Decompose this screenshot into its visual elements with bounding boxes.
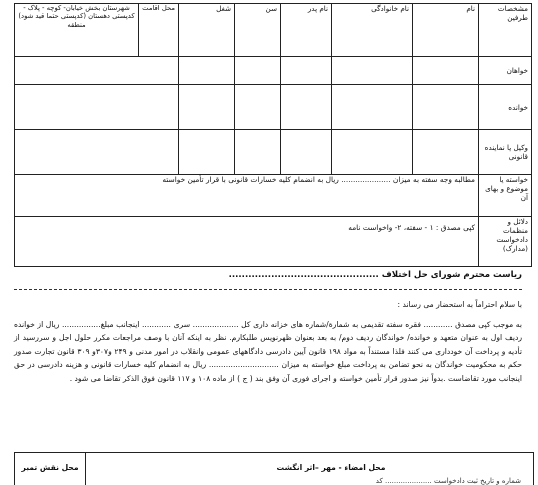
- defendant-job-cell[interactable]: [179, 85, 235, 130]
- defendant-age-cell[interactable]: [235, 85, 281, 130]
- defendant-label: خوانده: [479, 85, 532, 130]
- defendant-father-cell[interactable]: [281, 85, 332, 130]
- claim-text[interactable]: مطالبه وجه سفته به میزان ..................... ریال به انضمام کلیه خسارات قانونی با قرار تأمین خواسته: [15, 175, 479, 217]
- plaintiff-family-cell[interactable]: [332, 57, 413, 85]
- attorney-name-cell[interactable]: [413, 130, 479, 175]
- claim-row: [15, 175, 532, 217]
- attorney-row: [15, 130, 532, 175]
- name-header: نام: [413, 4, 479, 57]
- attorney-family-cell[interactable]: [332, 130, 413, 175]
- plaintiff-row: [15, 57, 532, 85]
- address-title-header: محل اقامت: [139, 4, 179, 57]
- plaintiff-job-cell[interactable]: [179, 57, 235, 85]
- letter-greeting: با سلام احتراماً به استحضار می رساند :: [397, 300, 522, 309]
- family-header: نام خانوادگی: [332, 4, 413, 57]
- attorney-age-cell[interactable]: [235, 130, 281, 175]
- stamp-box: [15, 453, 86, 485]
- plaintiff-name-cell[interactable]: [413, 57, 479, 85]
- plaintiff-address-cell[interactable]: [15, 57, 179, 85]
- defendant-family-cell[interactable]: [332, 85, 413, 130]
- plaintiff-label: خواهان: [479, 57, 532, 85]
- parties-table: [14, 3, 532, 267]
- evidence-row: [15, 217, 532, 267]
- plaintiff-age-cell[interactable]: [235, 57, 281, 85]
- job-header: شغل: [179, 4, 235, 57]
- age-header: سن: [235, 4, 281, 57]
- attorney-address-cell[interactable]: [15, 130, 179, 175]
- spec-header: مشخصات طرفین: [479, 4, 532, 57]
- attorney-father-cell[interactable]: [281, 130, 332, 175]
- attorney-job-cell[interactable]: [179, 130, 235, 175]
- defendant-address-cell[interactable]: [15, 85, 179, 130]
- attorney-label: وکیل یا نماینده قانونی: [479, 130, 532, 175]
- signature-area: [14, 452, 534, 485]
- header-row: [15, 4, 532, 57]
- defendant-row: [15, 85, 532, 130]
- signature-label: محل امضاء - مهر –اثر انگشت: [276, 463, 386, 472]
- claim-label: خواسته یا موضوع و بهای آن: [479, 175, 532, 217]
- letter-title: ریاست محترم شورای حل اختلاف ..............................................: [228, 270, 522, 280]
- stamp-label: محل نقش تمبر: [21, 463, 79, 472]
- father-header: نام پدر: [281, 4, 332, 57]
- evidence-text[interactable]: کپی مصدق : ۱ - سفته، ۲- واخواست نامه: [15, 217, 479, 267]
- title-divider: [14, 289, 522, 290]
- plaintiff-father-cell[interactable]: [281, 57, 332, 85]
- registration-line: شماره و تاریخ ثبت دادخواست ..................... کد: [375, 477, 521, 485]
- evidence-label: دلائل و منظمات دادخواست (مدارک): [479, 217, 532, 267]
- letter-body: به موجب کپی مصدق ............ فقره سفته تقدیمی به شمارة/شماره های خزانه داری کل ................... سری ............ اینجانب مبلغ................ ریال از خوانده ردیف اول به عنوان متعهد و خوانده/ خواندگان ردیف دوم/ به بعد بعنوان ظهرنویس طلبکارم. نظر به اینکه آنان با وصف مراجعات مکرر حلول اجل و سررسید از تأدیه و پرداخت آن خودداری می کنند فلذا مستنداً به مواد ۱۹۸ قانون آیین دادرسی دادگاههای عمومی وانقلاب در امور مدنی و ۲۴۹ و۳۰۷و ۳۰۹ قانون تجارت صدور حکم به محکومیت خواندگان به نحو تضامن به پرداخت مبلغ خواسته به میزان ............................. ریال به انضمام کلیه خسارات قانونی و هزینه دادرسی در حق اینجانب مورد تقاضاست .بدواً نیز صدور قرار تأمین خواسته و اجرای فوری آن وفق بند ( ج ) از ماده ۱۰۸ و ۱۱۷ قانون فوق الذکر تقاضا می شود .: [14, 320, 522, 383]
- defendant-name-cell[interactable]: [413, 85, 479, 130]
- address-parts-header: شهرستان بخش خیابان- کوچه - پلاک - کدپستی دهستان (کدپستی حتما قید شود) منطقه: [15, 4, 139, 57]
